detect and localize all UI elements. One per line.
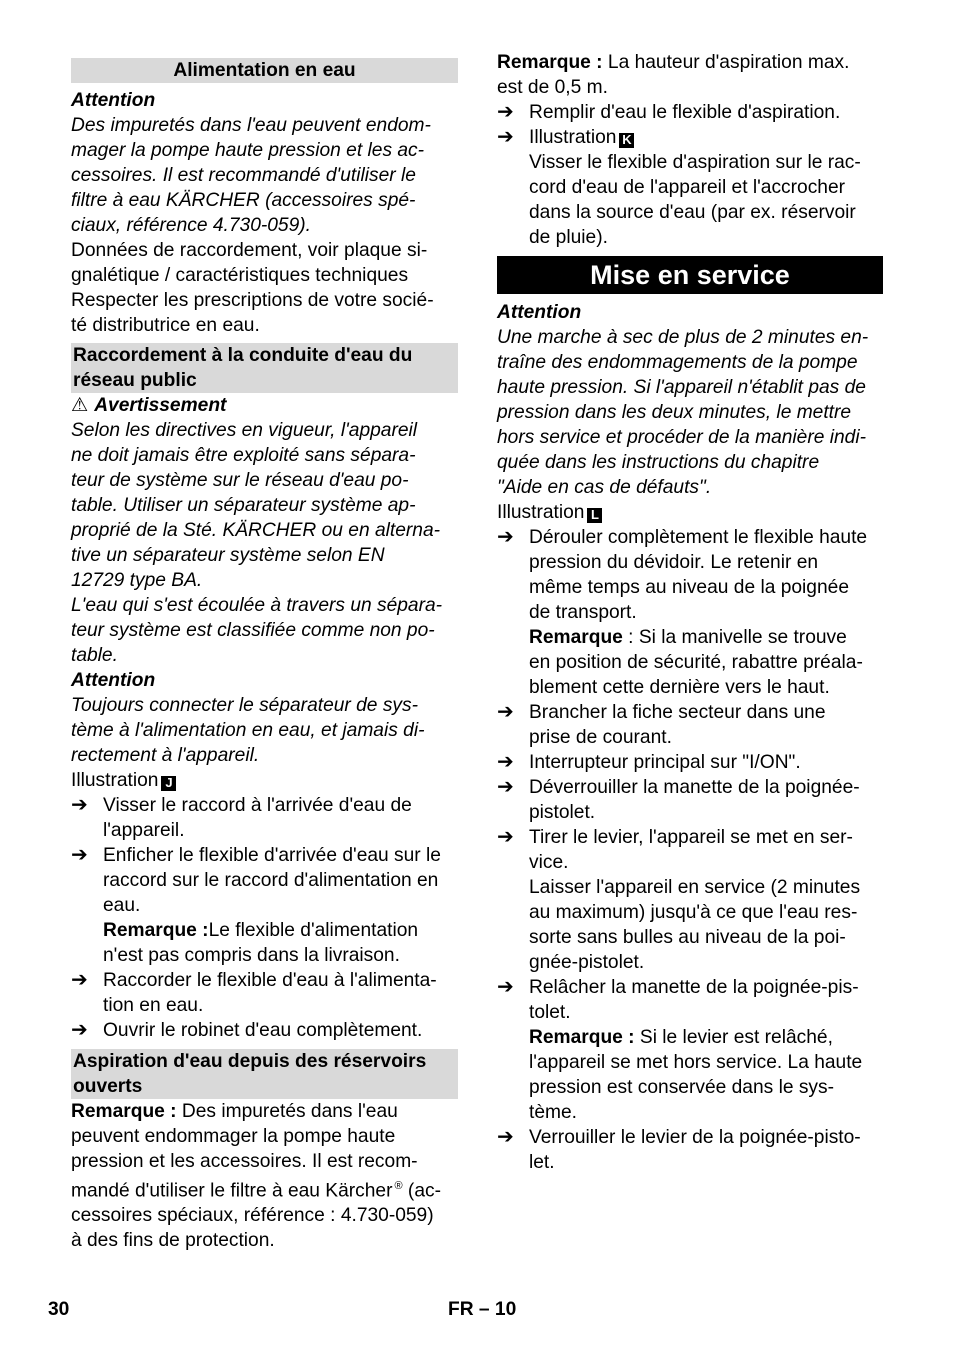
arrow-icon: ➔ [497,701,514,723]
attention-label: Attention [71,670,156,691]
page-number: 30 [48,1299,70,1320]
attention-text: Une marche à sec de plus de 2 minutes en- traîne des endommagements de la pompe haute pression. Si l'appareil n'établit pas de pression dans les deux minutes, le mettre hors service et procéder de la manière indi- quée dans les instructions du chapitre "Aide en cas de défauts". [497,327,869,498]
connection-data-text: Données de raccordement, voir plaque si- gnalétique / caractéristiques techniques Respecter les prescriptions de votre socié- té distributrice en eau. [71,240,434,336]
registered-mark: ® [394,1180,403,1192]
list-item: ➔ Raccorder le flexible d'eau à l'alimenta- tion en eau. [71,969,437,1016]
list-item: ➔ Brancher la fiche secteur dans une prise de courant. [497,701,826,748]
arrow-icon: ➔ [71,969,88,991]
illustration-ref: Illustration L [497,500,883,525]
list-item: ➔ Déverrouiller la manette de la poignée- pistolet. [497,776,860,823]
illustration-key-badge: K [619,133,634,148]
arrow-icon: ➔ [497,126,514,148]
note: Remarque : Des impuretés dans l'eau peuvent endommager la pompe haute pression et les accessoires. Il est recom- mandé d'utiliser le filtre à eau Kärcher ® (ac- cessoires spéciaux, référence : 4.730-059) à des fins de protection. [71,1101,441,1252]
attention-text: Toujours connecter le séparateur de sys- tème à l'alimentation en eau, et jamais di- rectement à l'appareil. [71,695,425,766]
arrow-icon: ➔ [497,1126,514,1148]
warning-triangle-icon: ⚠ [71,395,89,416]
section-heading-water-supply: Alimentation en eau [71,58,458,83]
attention-label: Attention [497,302,582,323]
list-item: ➔ Illustration K Visser le flexible d'aspiration sur le rac- cord d'eau de l'appareil et l'accrocher dans la source d'eau (par ex. réservoir de pluie). [497,126,861,248]
section-heading-open-tanks: Aspiration d'eau depuis des réservoirs ouverts [71,1049,458,1099]
arrow-icon: ➔ [497,776,514,798]
note: Remarque : Si la manivelle se trouve [529,627,847,648]
arrow-icon: ➔ [497,826,514,848]
list-item: ➔ Verrouiller le levier de la poignée-pisto- let. [497,1126,861,1173]
left-column [71,50,458,1253]
warning-heading: ⚠ Avertissement [71,395,227,416]
attention-text: Des impuretés dans l'eau peuvent endom- mager la pompe haute pression et les ac- cessoires. Il est recommandé d'utiliser le filtre à eau KÄRCHER (accessoires spé- ciaux, référence 4.730-059). [71,115,431,236]
list-item: ➔ Relâcher la manette de la poignée-pis- tolet. Remarque : Si le levier est relâché, l'appareil se met hors service. La haute pression est conservée dans le sys- tème. [497,975,883,1125]
warning-text: Selon les directives en vigueur, l'appareil ne doit jamais être exploité sans sépara- teur de système sur le réseau d'eau po- table. Utiliser un séparateur système ap- proprié de la Sté. KÄRCHER ou en alterna- tive un séparateur système selon EN 12729 type BA. L'eau qui s'est écoulée à travers un sépara- teur système est classifiée comme non po- table. [71,420,443,666]
list-item: ➔ Interrupteur principal sur "I/ON". [497,751,801,773]
section-heading-public-network: Raccordement à la conduite d'eau du réseau public [71,343,458,393]
note: Remarque : La hauteur d'aspiration max. est de 0,5 m. [497,52,850,98]
illustration-ref: Illustration J [71,768,458,793]
attention-label: Attention [71,90,156,111]
note: Remarque : Si le levier est relâché, [529,1027,833,1048]
arrow-icon: ➔ [71,844,88,866]
page-label: FR – 10 [448,1299,517,1320]
arrow-icon: ➔ [71,794,88,816]
note: Remarque :Le flexible d'alimentation [103,920,419,941]
right-column [497,50,883,1175]
illustration-key-badge: J [161,776,176,791]
arrow-icon: ➔ [71,1019,88,1041]
illustration-key-badge: L [587,508,602,523]
arrow-icon: ➔ [497,976,514,998]
list-item: ➔ Enficher le flexible d'arrivée d'eau sur le raccord sur le raccord d'alimentation en eau. Remarque :Le flexible d'alimentation n'est pas compris dans la livraison. [71,843,458,968]
list-item: ➔ Ouvrir le robinet d'eau complètement. [71,1019,423,1041]
list-item: ➔ Dérouler complètement le flexible haute pression du dévidoir. Le retenir en même temps au niveau de la poignée de transport. Remarque : Si la manivelle se trouve en position de sécurité, rabattre préala- blement cette dernière vers le haut. [497,525,883,700]
arrow-icon: ➔ [497,526,514,548]
arrow-icon: ➔ [497,101,514,123]
list-item: ➔ Remplir d'eau le flexible d'aspiration. [497,101,841,123]
arrow-icon: ➔ [497,751,514,773]
list-item: ➔ Visser le raccord à l'arrivée d'eau de l'appareil. [71,794,412,841]
main-section-title: Mise en service [497,256,883,294]
list-item: ➔ Tirer le levier, l'appareil se met en ser- vice. Laisser l'appareil en service (2 minutes au maximum) jusqu'à ce que l'eau res- sorte sans bulles au niveau de la poi- gnée-pistolet. [497,826,861,973]
